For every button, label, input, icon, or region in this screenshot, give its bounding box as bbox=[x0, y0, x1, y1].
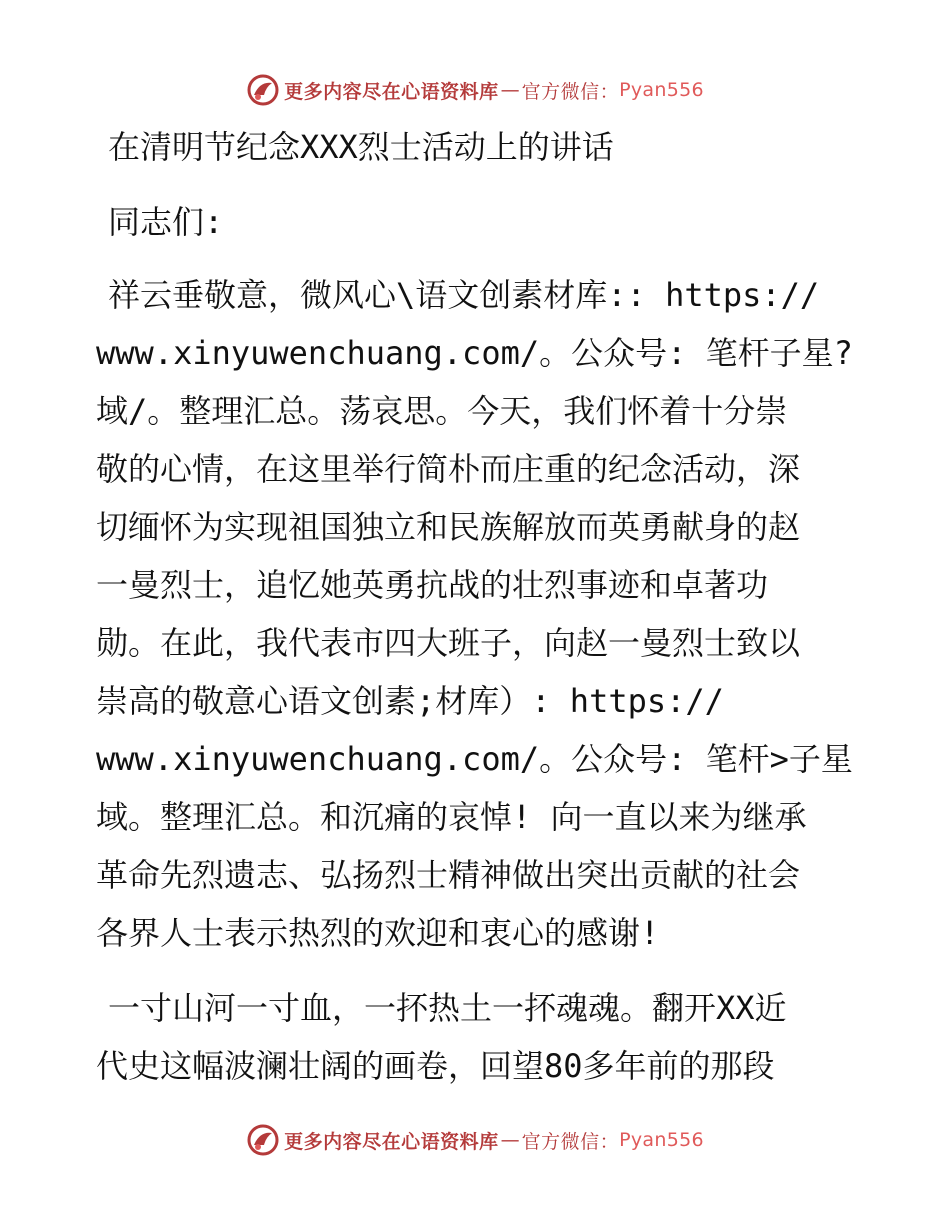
watermark-separator: — bbox=[500, 1129, 520, 1151]
paragraph-line: 祥云垂敬意，微风心\语文创素材库:: https:// bbox=[108, 276, 820, 314]
watermark-wechat-label: 官方微信： bbox=[521, 1130, 620, 1153]
watermark-wechat-label: 官方微信： bbox=[521, 80, 620, 103]
watermark-banner-bottom bbox=[0, 1120, 950, 1160]
watermark-separator: — bbox=[500, 79, 520, 101]
document-title: 在清明节纪念XXX烈士活动上的讲话 bbox=[108, 128, 614, 166]
paragraph-line: 革命先烈遗志、弘扬烈士精神做出突出贡献的社会 bbox=[96, 856, 801, 894]
red-circular-logo-icon bbox=[246, 73, 280, 107]
salutation: 同志们: bbox=[108, 203, 224, 241]
paragraph-line: 域。整理汇总。和沉痛的哀悼! 向一直以来为继承 bbox=[96, 798, 807, 836]
watermark-text: 更多内容尽在心语资料库 bbox=[284, 1130, 499, 1153]
watermark-wechat-id: Pyan556 bbox=[619, 79, 704, 101]
paragraph-line: 各界人士表示热烈的欢迎和衷心的感谢! bbox=[96, 914, 660, 952]
paragraph-line: 一寸山河一寸血，一抔热土一抔魂魂。翻开XX近 bbox=[108, 989, 787, 1027]
red-circular-logo-icon bbox=[246, 1123, 280, 1157]
paragraph-line: 勋。在此，我代表市四大班子，向赵一曼烈士致以 bbox=[96, 624, 801, 662]
paragraph-line: 一曼烈士，追忆她英勇抗战的壮烈事迹和卓著功 bbox=[96, 566, 769, 604]
paragraph-line: 崇高的敬意心语文创素;材库）: https:// bbox=[96, 682, 724, 720]
paragraph-line: 切缅怀为实现祖国独立和民族解放而英勇献身的赵 bbox=[96, 508, 801, 546]
paragraph-line: 域/。整理汇总。荡哀思。今天，我们怀着十分崇 bbox=[96, 392, 788, 430]
paragraph-line: www.xinyuwenchuang.com/。公众号: 笔杆子星? bbox=[96, 334, 853, 372]
paragraph-line: 代史这幅波澜壮阔的画卷，回望80多年前的那段 bbox=[96, 1047, 775, 1085]
watermark-wechat-id: Pyan556 bbox=[619, 1129, 704, 1151]
paragraph-line: 敬的心情，在这里举行简朴而庄重的纪念活动，深 bbox=[96, 450, 801, 488]
watermark-text: 更多内容尽在心语资料库 bbox=[284, 80, 499, 103]
watermark-banner-top bbox=[0, 70, 950, 110]
paragraph-line: www.xinyuwenchuang.com/。公众号: 笔杆>子星 bbox=[96, 740, 853, 778]
